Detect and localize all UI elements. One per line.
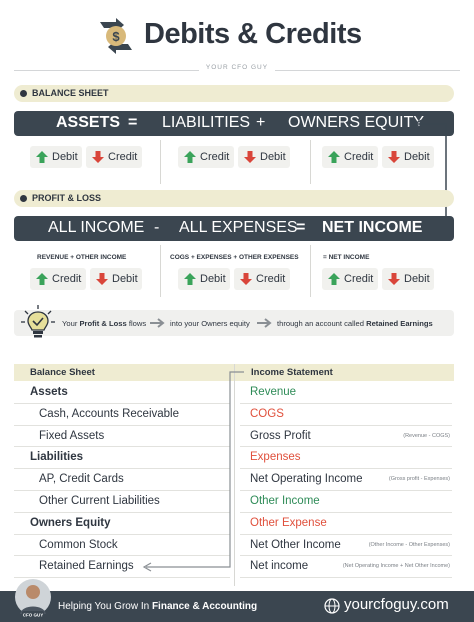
pl-column-label: COGS + EXPENSES + OTHER EXPENSES — [170, 254, 299, 261]
income-equation-bar — [14, 216, 454, 241]
table-row — [240, 491, 452, 513]
equity-credit-chip: Credit — [322, 146, 378, 168]
table-row — [240, 382, 452, 404]
arrow-down-icon — [95, 272, 109, 286]
eq-net-income: NET INCOME — [322, 219, 423, 236]
eq-all-income: ALL INCOME — [48, 219, 145, 236]
assets-credit-chip: Credit — [86, 146, 142, 168]
arrow-up-icon — [327, 272, 341, 286]
balance-sheet-section-label: BALANCE SHEET — [14, 85, 454, 102]
divider — [275, 70, 460, 71]
account-label: Common Stock — [39, 538, 118, 551]
income-statement-table-header: Income Statement — [235, 364, 454, 381]
arrow-right-icon — [257, 318, 273, 328]
formula-note: (Other Income - Other Expenses) — [368, 541, 450, 548]
subbrand: YOUR CFO GUY — [205, 64, 269, 71]
liabilities-credit-chip: Credit — [178, 146, 234, 168]
income-debit-chip: Debit — [90, 268, 142, 290]
equity-debit-chip: Debit — [382, 146, 434, 168]
eq-minus: - — [154, 219, 160, 236]
liabilities-debit-chip: Debit — [238, 146, 290, 168]
flow-explanation-row — [14, 310, 454, 336]
eq-assets: ASSETS — [56, 114, 121, 131]
eq-equals: = — [296, 219, 306, 236]
divider — [160, 140, 161, 184]
globe-icon — [324, 598, 340, 614]
category-label: Liabilities — [30, 451, 84, 464]
bullet-icon — [20, 90, 27, 97]
divider — [310, 245, 311, 297]
account-label: Gross Profit — [250, 429, 311, 442]
pl-column-label: REVENUE + OTHER INCOME — [37, 254, 127, 261]
account-label: AP, Credit Cards — [39, 473, 124, 486]
eq-plus: + — [256, 114, 266, 131]
flow-text: into your Owners equity — [170, 319, 250, 328]
arrow-up-icon — [35, 150, 49, 164]
account-label: Expenses — [250, 451, 301, 464]
account-label: Net income — [250, 560, 309, 573]
avatar — [14, 578, 52, 618]
account-label: Net Operating Income — [250, 473, 363, 486]
account-label: Other Current Liabilities — [39, 495, 160, 507]
svg-text:$: $ — [112, 29, 120, 44]
retained-earnings-connector-arrow — [140, 366, 250, 576]
header — [0, 0, 474, 60]
table-row — [240, 513, 452, 535]
website-link[interactable]: yourcfoguy.com — [344, 596, 449, 613]
footer-bar — [0, 591, 474, 622]
svg-text:CFO GUY: CFO GUY — [22, 612, 44, 618]
page-title: Debits & Credits — [144, 18, 362, 50]
account-label: Other Expense — [250, 516, 327, 529]
table-row — [240, 426, 452, 448]
arrow-down-icon — [243, 150, 257, 164]
eq-owners-equity: OWNERS EQUITY — [288, 114, 425, 131]
eq-all-expenses: ALL EXPENSES — [179, 219, 298, 236]
arrow-up-icon — [35, 272, 49, 286]
table-row — [240, 404, 452, 426]
arrow-up-icon — [183, 272, 197, 286]
subbrand-row — [14, 64, 460, 78]
bullet-icon — [20, 195, 27, 202]
account-label: Fixed Assets — [39, 429, 105, 442]
money-exchange-icon — [96, 16, 136, 56]
net-income-credit-chip: Credit — [322, 268, 378, 290]
expenses-debit-chip: Debit — [178, 268, 230, 290]
account-label: Cash, Accounts Receivable — [39, 407, 179, 420]
expenses-credit-chip: Credit — [234, 268, 290, 290]
arrow-down-icon — [387, 272, 401, 286]
formula-note: (Revenue - COGS) — [403, 432, 450, 439]
net-income-debit-chip: Debit — [382, 268, 434, 290]
divider — [310, 140, 311, 184]
footer-tagline: Helping You Grow In Finance & Accounting — [58, 601, 258, 612]
flow-text: through an account called Retained Earnings — [277, 319, 433, 328]
pl-column-label: = NET INCOME — [323, 254, 370, 261]
account-label: Net Other Income — [250, 538, 341, 551]
account-label: Other Income — [250, 495, 320, 507]
income-credit-chip: Credit — [30, 268, 86, 290]
table-row — [240, 469, 452, 491]
arrow-up-icon — [183, 150, 197, 164]
table-row — [240, 556, 452, 578]
arrow-right-icon — [150, 318, 166, 328]
table-row — [240, 447, 452, 469]
table-row — [240, 535, 452, 557]
lightbulb-icon — [20, 304, 56, 340]
arrow-down-icon — [239, 272, 253, 286]
eq-liabilities: LIABILITIES — [162, 114, 251, 131]
arrow-down-icon — [91, 150, 105, 164]
balance-sheet-table-header: Balance Sheet — [14, 364, 234, 381]
category-label: Owners Equity — [30, 516, 111, 529]
account-label: Revenue — [250, 386, 297, 398]
arrow-up-icon — [327, 150, 341, 164]
flow-text: Your Profit & Loss flows — [62, 319, 147, 328]
formula-note: (Gross profit - Expenses) — [388, 476, 450, 483]
formula-note: (Net Operating Income + Net Other Income) — [342, 563, 450, 570]
category-label: Assets — [30, 386, 68, 398]
eq-equals: = — [128, 114, 138, 131]
divider — [160, 245, 161, 297]
account-label: Retained Earnings — [39, 560, 134, 573]
arrow-down-icon — [387, 150, 401, 164]
profit-loss-section-label: PROFIT & LOSS — [14, 190, 454, 207]
accounting-equation-bar — [14, 111, 454, 136]
assets-debit-chip: Debit — [30, 146, 82, 168]
account-label: COGS — [250, 407, 284, 420]
